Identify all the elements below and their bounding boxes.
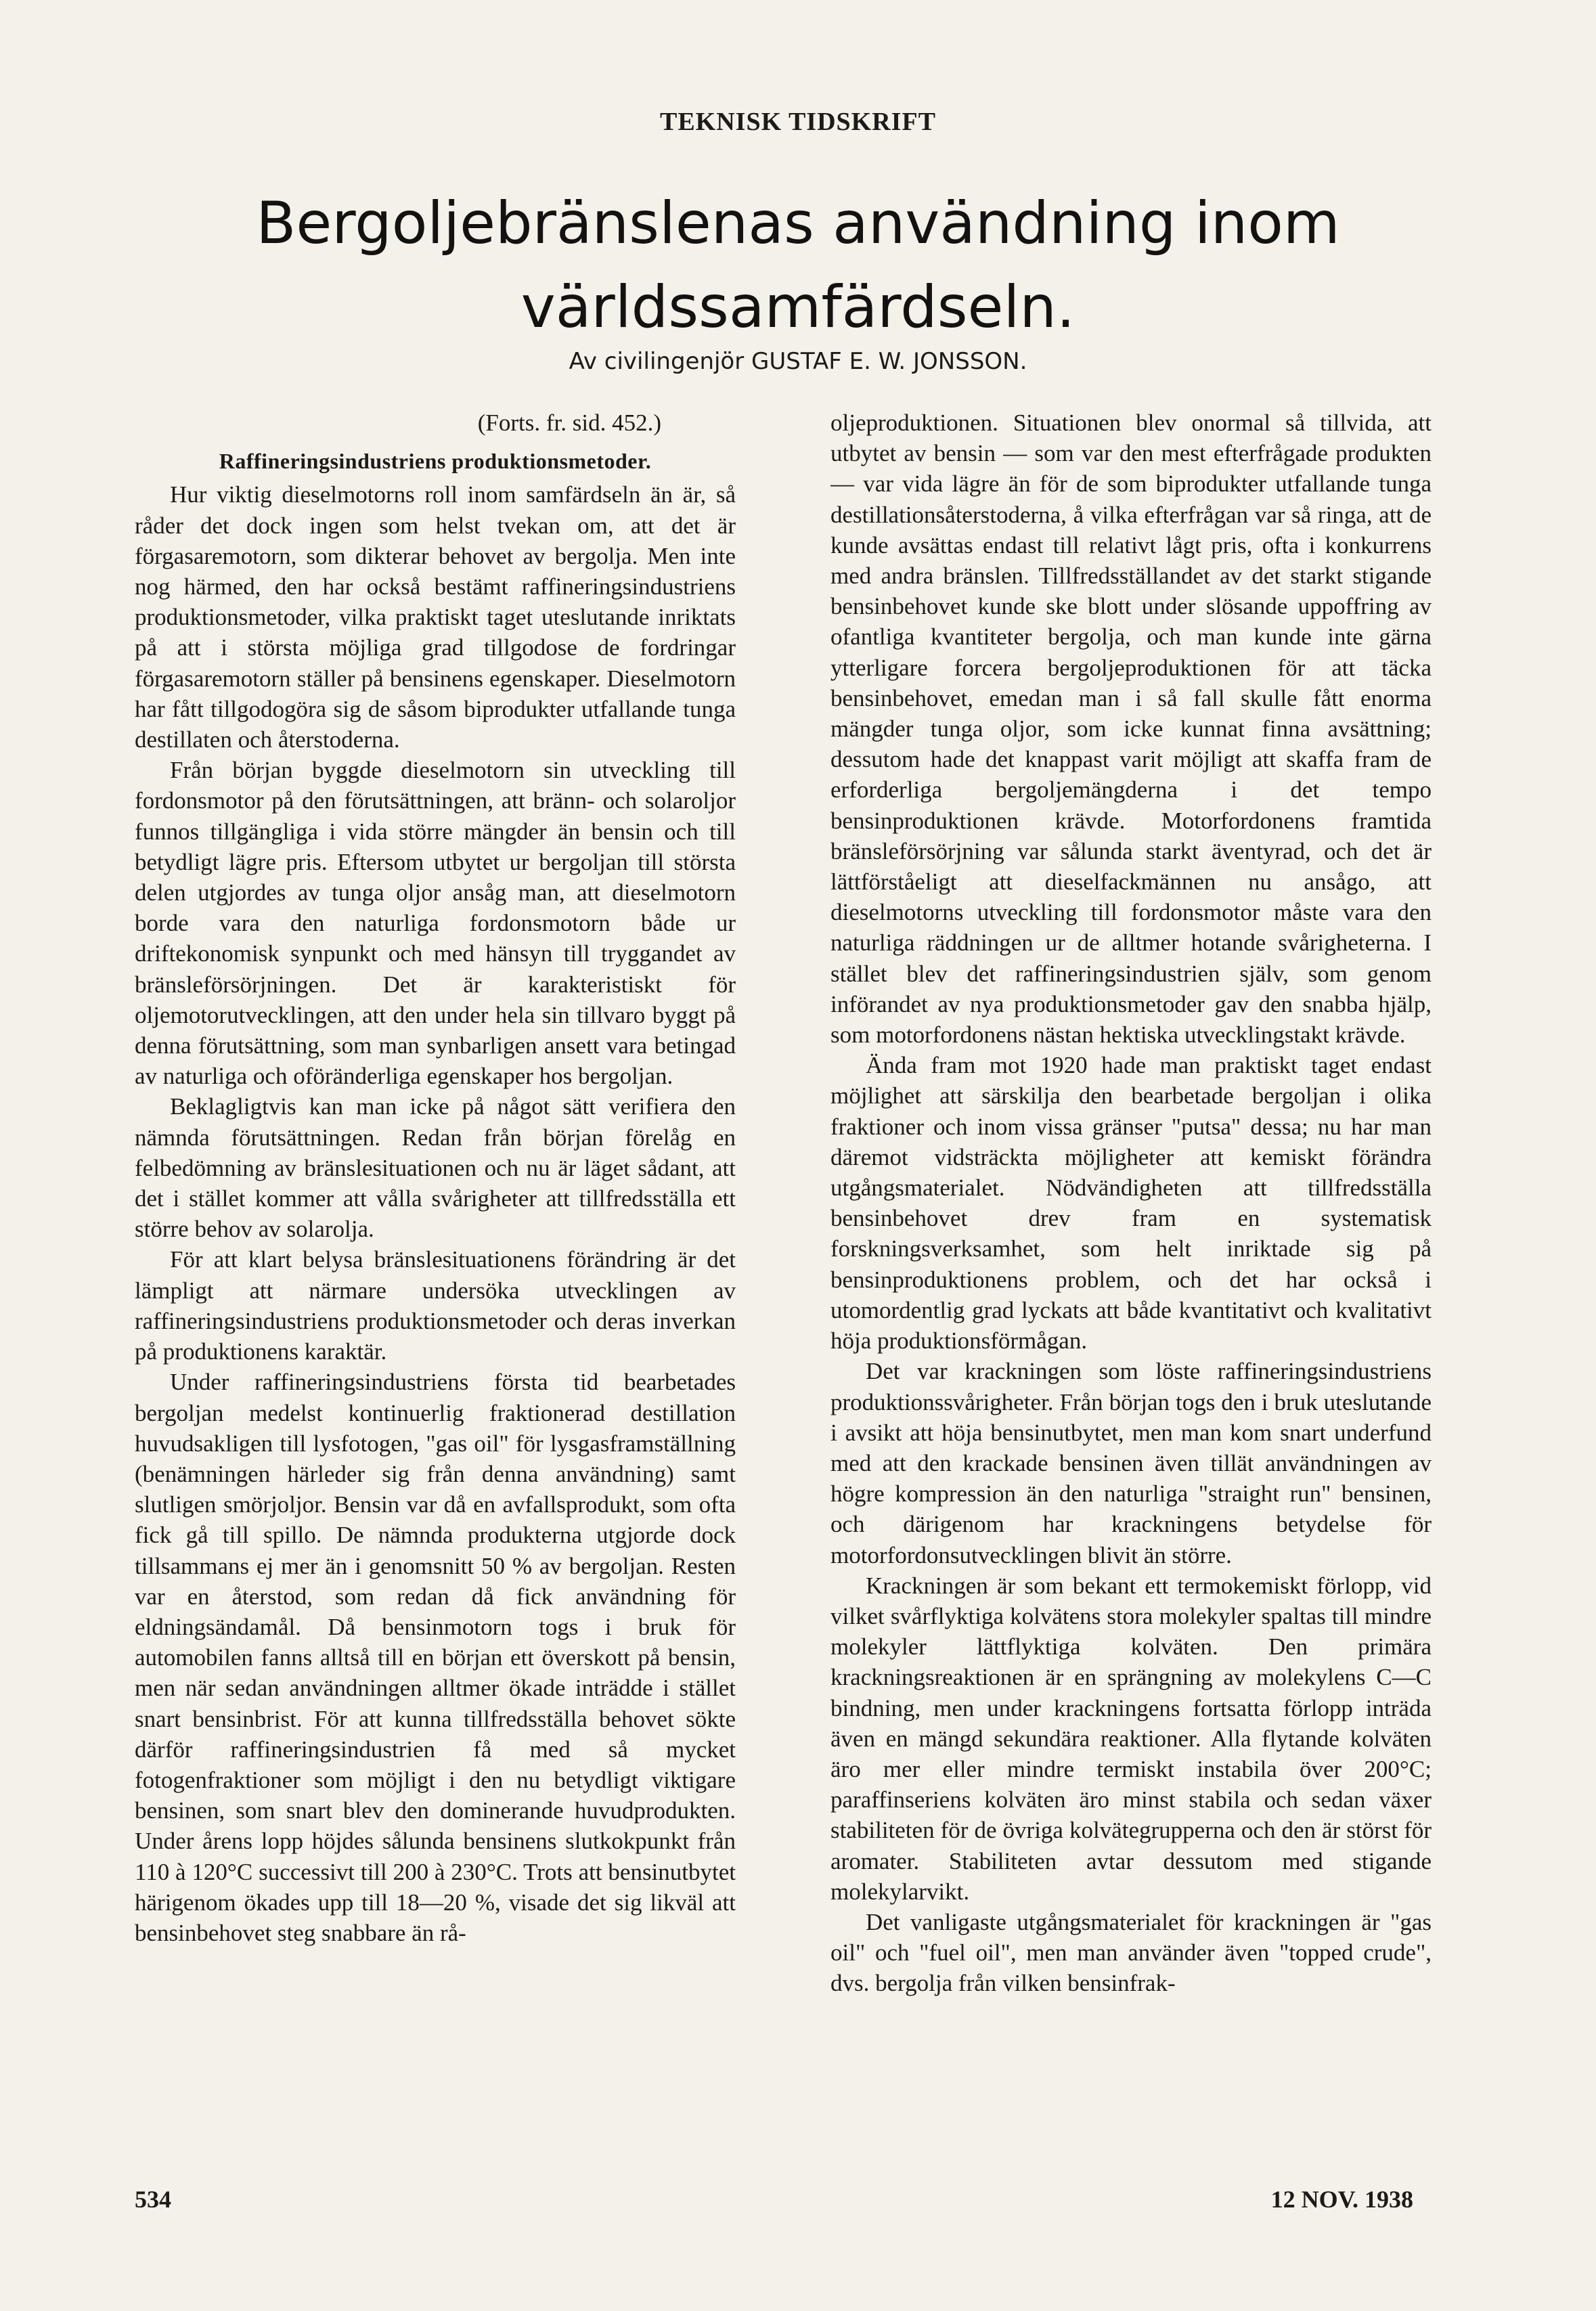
article-title-line-1: Bergoljebränslenas användning inom [256, 190, 1340, 257]
paragraph: För att klart belysa bränslesituationens förändring är det lämpligt att närmare undersöka utvecklingen av raffineringsindustriens produktionsmetoder och deras inverkan på produktionens karaktär. [135, 1246, 736, 1365]
paragraph: Beklagligtvis kan man icke på något sätt verifiera den nämnda förutsättningen. Redan från början förelåg en felbedömning av bränslesituationen och nu är läget sådant, att det i stället kommer att vålla svårigheter att tillfredsställa ett större behov av solarolja. [135, 1093, 736, 1243]
section-heading: Raffineringsindustriens produktionsmetoder. [219, 449, 652, 474]
paragraph: Det var krackningen som löste raffineringsindustriens produktionssvårigheter. Från början togs den i bruk uteslutande i avsikt att höja bensinutbytet, men man kom snart underfund med att den krackade bensinen även tillät användningen av högre kompression än den naturliga "straight run" bensinen, och därigenom har krackningens betydelse för motorfordonsutvecklingen blivit än större. [830, 1358, 1432, 1568]
paragraph: Det vanligaste utgångsmaterialet för krackningen är "gas oil" och "fuel oil", men man använder även "topped crude", dvs. bergolja från vilken bensinfrak- [830, 1908, 1432, 1997]
page-number: 534 [135, 2186, 171, 2213]
right-column [830, 408, 1432, 2192]
paragraph: oljeproduktionen. Situationen blev onormal så tillvida, att utbytet av bensin — som var den mest efterfrågade produkten — var vida lägre än för de som biprodukter utfallande tunga destillationsåterstoderna, å vilka efterfrågan var så ringa, att de kunde avsättas endast till relativt lågt pris, ofta i konkurrens med andra bränslen. Tillfredsställandet av det starkt stigande bensinbehovet kunde ske blott under slösande uppoffring av ofantliga kvantiteter bergolja, och man kunde inte gärna ytterligare forcera bergoljeproduktionen för att täcka bensinbehovet, emedan man i så fall skulle fått enorma mängder tunga oljor, som icke kunnat finna avsättning; dessutom hade det knappast varit möjligt att skaffa fram de erforderliga bergoljemängderna i det tempo bensinproduktionen krävde. Motorfordonens framtida bränsleförsörjning var sålunda starkt äventyrad, och det är lättförståeligt att dieselfackmännen nu ansågo, att dieselmotorns utveckling till fordonsmotor måste vara den naturliga räddningen ur de alltmer hotande svårigheterna. I stället blev det raffineringsindustrien själv, som genom införandet av nya produktionsmetoder gav den snabba hjälp, som motorfordonens nästan hektiska utvecklingstakt krävde. [830, 410, 1432, 1049]
paragraph: Ända fram mot 1920 hade man praktiskt taget endast möjlighet att särskilja den bearbetade bergoljan i olika fraktioner och inom vissa gränser "putsa" dessa; nu har man däremot vidsträckta möjligheter att kemiskt förändra utgångsmaterialet. Nödvändigheten att tillfredsställa bensinbehovet drev fram en systematisk forskningsverksamhet, som helt inriktade sig på bensinproduktionens problem, och det har också i utomordentlig grad lyckats att både kvantitativt och kvalitativt höja produktionsförmågan. [830, 1052, 1432, 1355]
left-column [135, 408, 736, 2192]
article-title [0, 181, 1596, 349]
issue-date: 12 NOV. 1938 [1270, 2186, 1413, 2213]
article-title-line-2: världssamfärdseln. [520, 273, 1076, 341]
paragraph: Krackningen är som bekant ett termokemiskt förlopp, vid vilket svårflyktiga kolvätens stora molekyler spaltas till mindre molekyler lättflyktiga kolväten. Den primära krackningsreaktionen är en sprängning av molekylens C—C bindning, men under krackningens fortsatta förlopp inträda även en mängd sekundära reaktioner. Alla flytande kolväten äro mer eller mindre termiskt instabila över 200°C; paraffinseriens kolväten äro minst stabila och sedan växer stabiliteten för de övriga kolvätegrupperna och den är störst för aromater. Stabiliteten avtar dessutom med stigande molekylarvikt. [830, 1572, 1432, 1905]
journal-masthead: TEKNISK TIDSKRIFT [659, 108, 937, 136]
author-byline: Av civilingenjör GUSTAF E. W. JONSSON. [569, 348, 1027, 375]
continuation-note: (Forts. fr. sid. 452.) [477, 410, 661, 436]
paragraph: Från början byggde dieselmotorn sin utveckling till fordonsmotor på den förutsättningen, att bränn- och solaroljor funnos tillgängliga i vida större mängder än bensin och till betydligt lägre pris. Eftersom utbytet ur bergoljan till största delen utgjordes av tunga oljor ansåg man, att dieselmotorn borde vara den naturliga fordonsmotorn både ur driftekonomisk synpunkt och med hänsyn till tryggandet av bränsleförsörjningen. Det är karakteristiskt för oljemotorutvecklingen, att den under hela sin tillvaro byggt på denna förutsättning, som man synbarligen ansett vara betingad av naturliga och oföränderliga egenskaper hos bergoljan. [135, 757, 736, 1090]
paragraph: Hur viktig dieselmotorns roll inom samfärdseln än är, så råder det dock ingen som helst tvekan om, att det är förgasaremotorn, som dikterar behovet av bergolja. Men inte nog härmed, den har också bestämt raffineringsindustriens produktionsmetoder, vilka praktiskt taget uteslutande inriktats på att i största möjliga grad tillgodose de fordringar förgasaremotorn ställer på bensinens egenskaper. Dieselmotorn har fått tillgodogöra sig de såsom biprodukter utfallande tunga destillaten och återstoderna. [135, 481, 736, 753]
paragraph: Under raffineringsindustriens första tid bearbetades bergoljan medelst kontinuerlig fraktionerad destillation huvudsakligen till lysfotogen, "gas oil" för lysgasframställning (benämningen härleder sig från denna användning) samt slutligen smörjoljor. Bensin var då en avfallsprodukt, som ofta fick gå till spillo. De nämnda produkterna utgjorde dock tillsammans ej mer än i genomsnitt 50 % av bergoljan. Resten var en återstod, som redan då fick användning för eldningsändamål. Då bensinmotorn togs i bruk för automobilen fanns alltså till en början ett överskott på bensin, men när sedan användningen alltmer ökade inträdde i stället snart bensinbrist. För att kunna tillfredsställa behovet sökte därför raffineringsindustrien få med så mycket fotogenfraktioner som möjligt i den nu betydligt viktigare bensinen, som snart blev den dominerande huvudprodukten. Under årens lopp höjdes sålunda bensinens slutkokpunkt från 110 à 120°C successivt till 200 à 230°C. Trots att bensinutbytet härigenom ökades upp till 18—20 %, visade det sig likväl att bensinbehovet steg snabbare än rå- [135, 1369, 736, 1946]
